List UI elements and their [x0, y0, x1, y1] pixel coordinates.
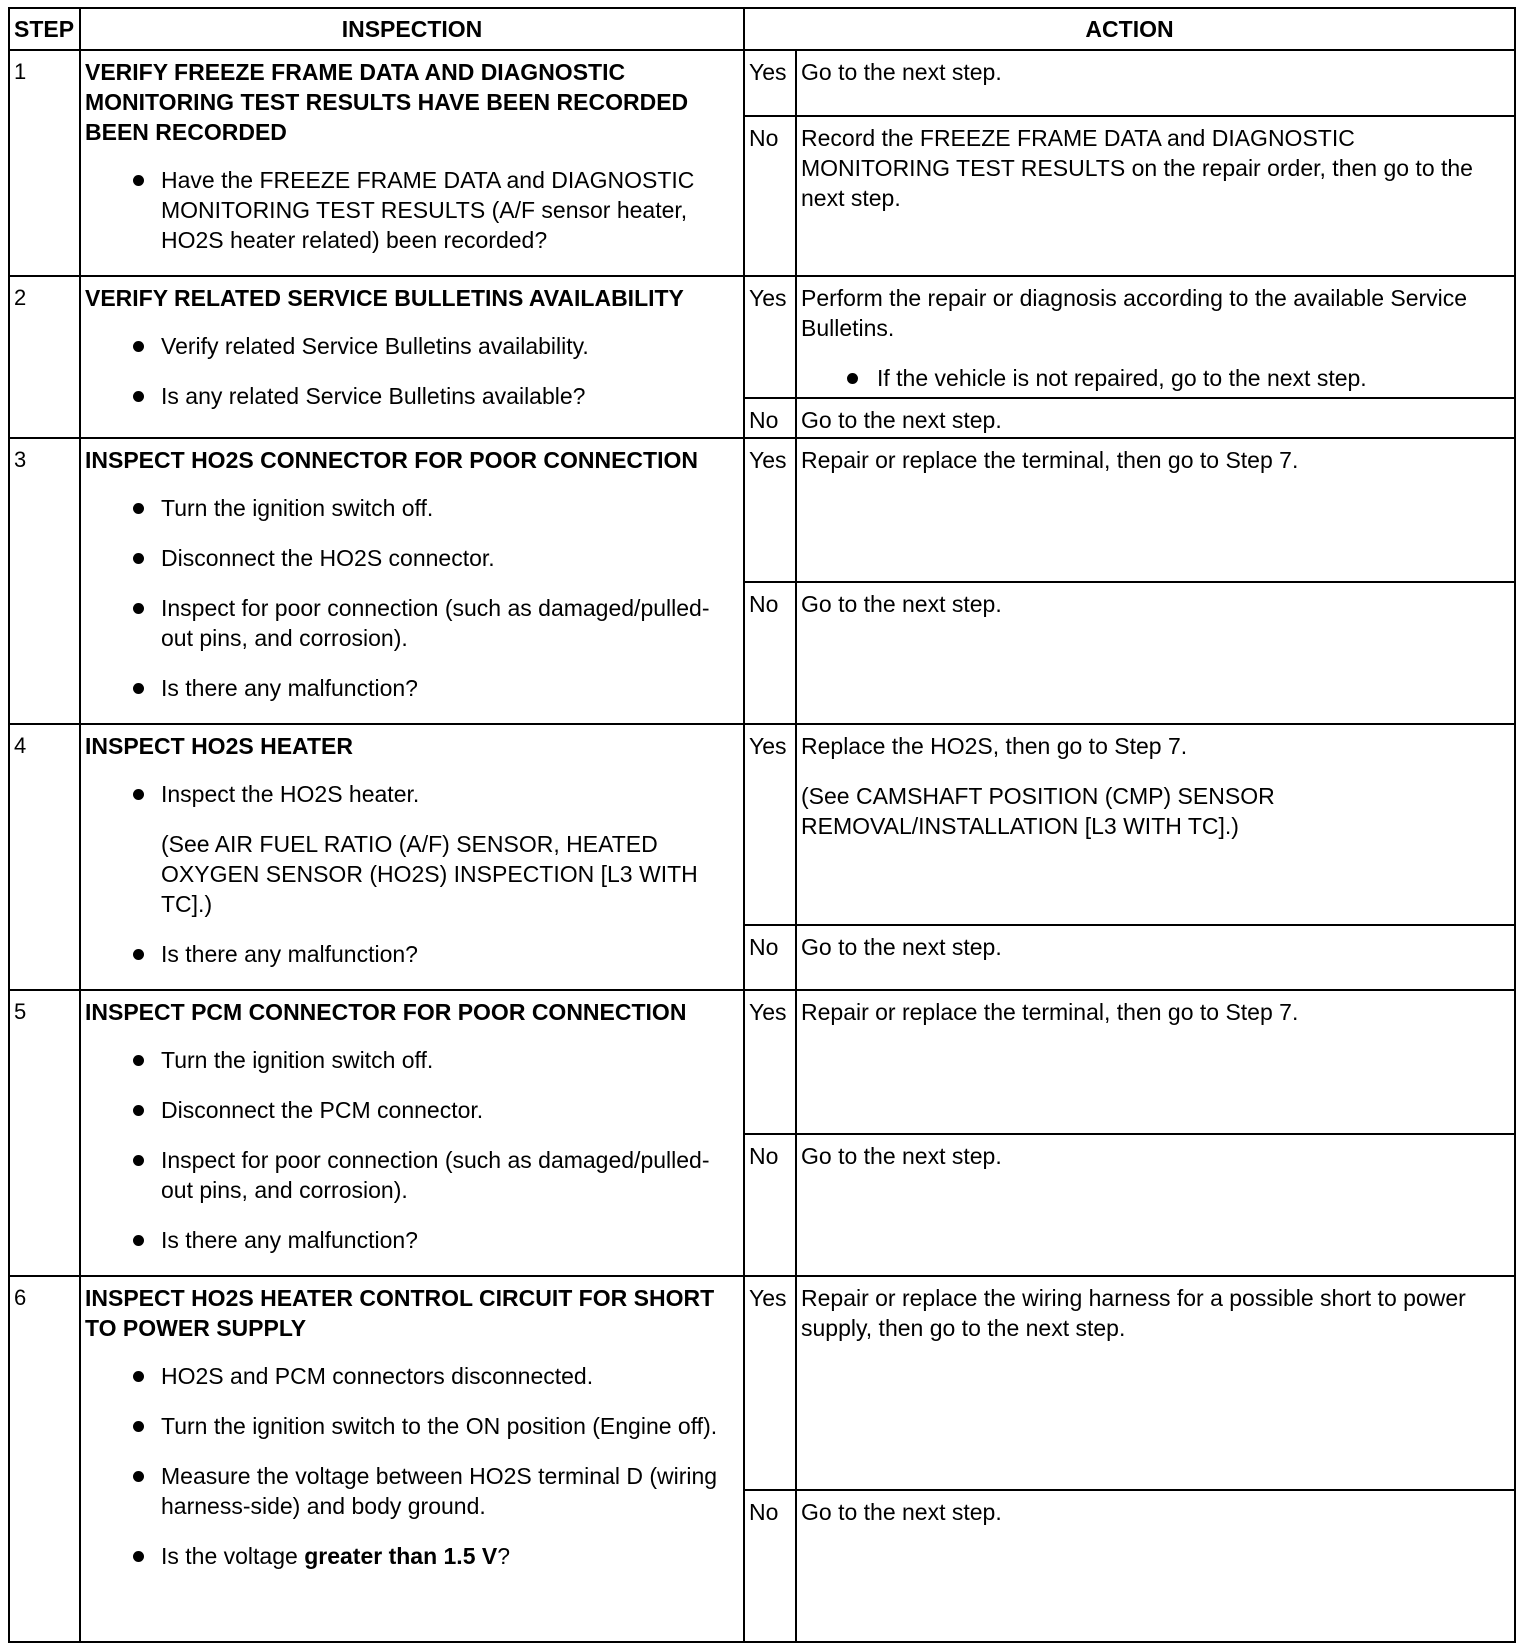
yes-action-cell [796, 724, 1515, 925]
yes-action: Replace the HO2S, then go to Step 7. [801, 733, 1188, 759]
inspection-cell [80, 990, 744, 1276]
no-action: Go to the next step. [796, 1134, 1515, 1276]
inspection-title: VERIFY FREEZE FRAME DATA AND DIAGNOSTIC MONITORING TEST RESULTS HAVE BEEN RECORDED BEEN RECORDED [85, 59, 689, 145]
inspection-reference-note: (See AIR FUEL RATIO (A/F) SENSOR, HEATED OXYGEN SENSOR (HO2S) INSPECTION [L3 WITH TC].) [161, 831, 698, 917]
no-action: Go to the next step. [796, 925, 1515, 990]
no-action: Record the FREEZE FRAME DATA and DIAGNOSTIC MONITORING TEST RESULTS on the repair order, then go to the next step. [796, 116, 1515, 276]
yes-label: Yes [744, 438, 796, 582]
step-number: 2 [9, 276, 80, 438]
inspection-title: INSPECT HO2S HEATER CONTROL CIRCUIT FOR SHORT TO POWER SUPPLY [85, 1285, 715, 1341]
inspection-bullet [85, 165, 737, 255]
step-3-yes-row [9, 438, 1515, 582]
yes-label: Yes [744, 990, 796, 1134]
no-label: No [744, 1490, 796, 1642]
inspection-bullet [85, 493, 737, 523]
step-number: 3 [9, 438, 80, 724]
inspection-bullet [85, 593, 737, 653]
inspection-bullet [85, 1361, 737, 1391]
diagnostic-table [8, 7, 1516, 1643]
inspection-column-header: INSPECTION [80, 8, 744, 50]
bullet-text: Disconnect the PCM connector. [161, 1097, 484, 1123]
bullet-icon [133, 341, 144, 352]
bullet-text: Is there any malfunction? [161, 941, 418, 967]
bullet-suffix: ? [497, 1543, 511, 1569]
bullet-text: Inspect for poor connection (such as damaged/pulled-out pins, and corrosion). [161, 1147, 710, 1203]
yes-label: Yes [744, 276, 796, 398]
bullet-text: If the vehicle is not repaired, go to the next step. [877, 365, 1367, 391]
bullet-text: Is any related Service Bulletins available? [161, 383, 586, 409]
inspection-bullet [85, 331, 737, 361]
step-number: 4 [9, 724, 80, 990]
inspection-bullet [85, 381, 737, 411]
inspection-title: VERIFY RELATED SERVICE BULLETINS AVAILABILITY [85, 285, 684, 311]
inspection-bullet-list [85, 331, 737, 411]
bullet-text: Verify related Service Bulletins availability. [161, 333, 589, 359]
step-6-yes-row [9, 1276, 1515, 1490]
inspection-cell [80, 50, 744, 276]
yes-action: Repair or replace the terminal, then go to Step 7. [796, 990, 1515, 1134]
yes-action: Go to the next step. [796, 50, 1515, 116]
bullet-icon [847, 373, 858, 384]
voltage-threshold: greater than 1.5 V [304, 1543, 498, 1569]
yes-label: Yes [744, 724, 796, 925]
bullet-icon [133, 175, 144, 186]
action-column-header: ACTION [744, 8, 1515, 50]
bullet-icon [133, 391, 144, 402]
bullet-prefix: Is the voltage [161, 1543, 305, 1569]
action-bullet-list [801, 363, 1508, 393]
bullet-text: Turn the ignition switch to the ON position (Engine off). [161, 1413, 718, 1439]
no-label: No [744, 398, 796, 438]
table-header-row [9, 8, 1515, 50]
action-reference-note: (See CAMSHAFT POSITION (CMP) SENSOR REMOVAL/INSTALLATION [L3 WITH TC].) [801, 783, 1275, 839]
bullet-text: Is there any malfunction? [161, 675, 418, 701]
bullet-text: Measure the voltage between HO2S terminal D (wiring harness-side) and body ground. [161, 1463, 718, 1519]
step-number: 6 [9, 1276, 80, 1642]
inspection-bullet-list [85, 779, 737, 809]
inspection-bullet-list [85, 1361, 737, 1571]
inspection-bullet-list [85, 165, 737, 255]
inspection-title: INSPECT HO2S HEATER [85, 733, 353, 759]
no-label: No [744, 582, 796, 724]
step-2-yes-row [9, 276, 1515, 398]
inspection-cell [80, 724, 744, 990]
inspection-bullet-list [85, 939, 737, 969]
bullet-icon [133, 1421, 144, 1432]
no-label: No [744, 925, 796, 990]
action-bullet [801, 363, 1508, 393]
bullet-icon [133, 503, 144, 514]
bullet-icon [133, 553, 144, 564]
bullet-icon [133, 949, 144, 960]
inspection-bullet [85, 939, 737, 969]
inspection-cell [80, 438, 744, 724]
yes-action: Repair or replace the wiring harness for a possible short to power supply, then go to the next step. [796, 1276, 1515, 1490]
yes-action: Perform the repair or diagnosis according to the available Service Bulletins. [801, 285, 1468, 341]
bullet-text: Turn the ignition switch off. [161, 1047, 434, 1073]
inspection-bullet [85, 1045, 737, 1075]
bullet-text: HO2S and PCM connectors disconnected. [161, 1363, 594, 1389]
bullet-icon [133, 1055, 144, 1066]
inspection-title: INSPECT HO2S CONNECTOR FOR POOR CONNECTION [85, 447, 698, 473]
inspection-bullet [85, 1461, 737, 1521]
inspection-bullet [85, 1095, 737, 1125]
bullet-icon [133, 1105, 144, 1116]
inspection-bullet [85, 1225, 737, 1255]
yes-label: Yes [744, 1276, 796, 1490]
bullet-icon [133, 1235, 144, 1246]
bullet-text: Is there any malfunction? [161, 1227, 418, 1253]
inspection-bullet [85, 1411, 737, 1441]
yes-action: Repair or replace the terminal, then go to Step 7. [796, 438, 1515, 582]
bullet-icon [133, 1371, 144, 1382]
step-number: 5 [9, 990, 80, 1276]
bullet-icon [133, 603, 144, 614]
inspection-bullet [85, 1541, 737, 1571]
inspection-bullet-list [85, 1045, 737, 1255]
inspection-cell [80, 276, 744, 438]
step-1-yes-row [9, 50, 1515, 116]
inspection-bullet-list [85, 493, 737, 703]
bullet-text: Inspect the HO2S heater. [161, 781, 420, 807]
inspection-bullet [85, 543, 737, 573]
yes-action-cell [796, 276, 1515, 398]
bullet-icon [133, 789, 144, 800]
no-label: No [744, 1134, 796, 1276]
bullet-icon [133, 1471, 144, 1482]
bullet-text: Disconnect the HO2S connector. [161, 545, 495, 571]
inspection-bullet [85, 779, 737, 809]
inspection-bullet [85, 1145, 737, 1205]
step-5-yes-row [9, 990, 1515, 1134]
bullet-icon [133, 683, 144, 694]
step-4-yes-row [9, 724, 1515, 925]
bullet-text: Inspect for poor connection (such as damaged/pulled-out pins, and corrosion). [161, 595, 710, 651]
step-column-header: STEP [9, 8, 80, 50]
no-action: Go to the next step. [796, 398, 1515, 438]
yes-label: Yes [744, 50, 796, 116]
bullet-text: Turn the ignition switch off. [161, 495, 434, 521]
inspection-cell [80, 1276, 744, 1642]
bullet-icon [133, 1551, 144, 1562]
bullet-text: Have the FREEZE FRAME DATA and DIAGNOSTIC MONITORING TEST RESULTS (A/F sensor heater, HO2S heater related) been recorded? [161, 167, 695, 253]
no-label: No [744, 116, 796, 276]
bullet-icon [133, 1155, 144, 1166]
no-action: Go to the next step. [796, 582, 1515, 724]
inspection-bullet [85, 673, 737, 703]
step-number: 1 [9, 50, 80, 276]
no-action: Go to the next step. [796, 1490, 1515, 1642]
inspection-title: INSPECT PCM CONNECTOR FOR POOR CONNECTION [85, 999, 687, 1025]
